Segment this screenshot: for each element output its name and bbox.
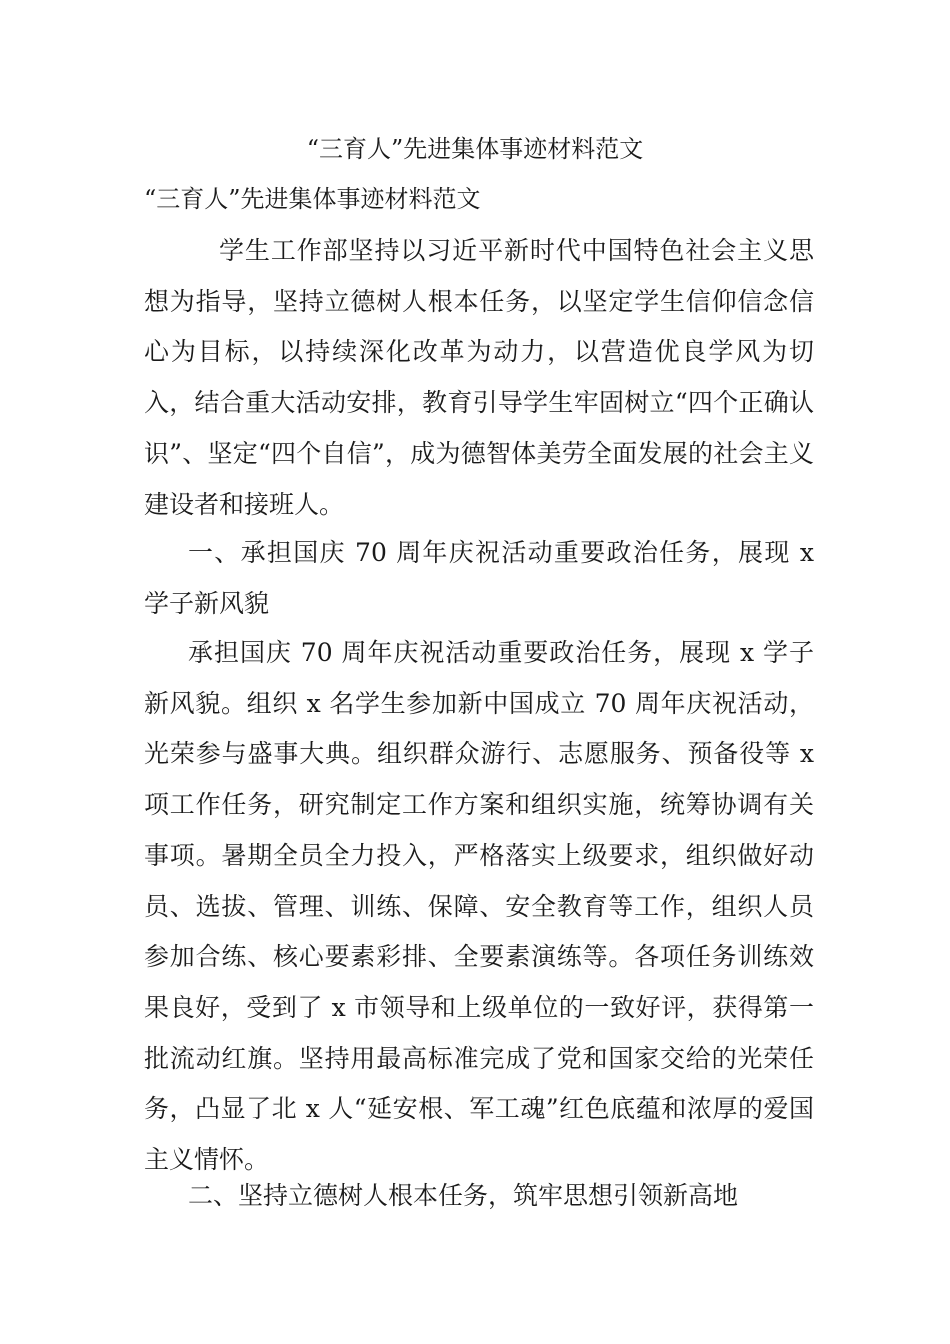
document-subtitle: “三育人”先进集体事迹材料范文 [144, 185, 481, 213]
document-title: “三育人”先进集体事迹材料范文 [306, 135, 644, 163]
section-heading-2: 二、坚持立德树人根本任务，筑牢思想引领新高地 [188, 1181, 739, 1210]
intro-paragraph: 学生工作部坚持以习近平新时代中国特色社会主义思想为指导，坚持立德树人根本任务，以坚定学生信仰信念信心为目标，以持续深化改革为动力，以营造优良学风为切入，结合重大活动安排，教育引导学生牢固树立“四个正确认识”、坚定“四个自信”，成为德智体美劳全面发展的社会主义建设者和接班人。 [144, 236, 814, 519]
section-body-1: 承担国庆 70 周年庆祝活动重要政治任务，展现 x 学子新风貌。组织 x 名学生参加新中国成立 70 周年庆祝活动，光荣参与盛事大典。组织群众游行、志愿服务、预备役等 x 项工作任务，研究制定工作方案和组织实施，统筹协调有关事项。暑期全员全力投入，严格落实上级要求，组织做好动员、选拔、管理、训练、保障、安全教育等工作，组织人员参加合练、核心要素彩排、全要素演练等。各项任务训练效果良好，受到了 x 市领导和上级单位的一致好评，获得第一批流动红旗。坚持用最高标准完成了党和国家交给的光荣任务，凸显了北 x 人“延安根、军工魂”红色底蕴和浓厚的爱国主义情怀。 [144, 638, 814, 1175]
section-heading-1: 一、承担国庆 70 周年庆祝活动重要政治任务，展现 x 学子新风貌 [144, 538, 814, 618]
